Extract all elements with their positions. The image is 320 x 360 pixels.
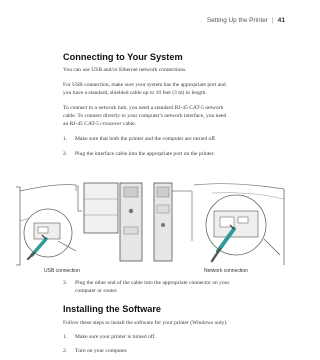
section-heading-connecting: Connecting to Your System xyxy=(63,52,183,62)
running-header-title: Setting Up the Printer xyxy=(206,17,268,24)
usb-connection-illustration xyxy=(16,181,144,267)
section-heading-software: Installing the Software xyxy=(63,304,162,314)
usb-connection-caption: USB connection xyxy=(44,268,80,274)
network-connection-illustration xyxy=(152,181,286,267)
running-header xyxy=(207,17,285,24)
intro-paragraph: You can use USB and/or Ethernet network connections. xyxy=(63,67,187,73)
usb-paragraph-line-2: you have a standard, shielded cable up to 10 feet (3 m) in length. xyxy=(63,90,207,96)
crossover-emphasis: crossover xyxy=(100,121,122,127)
network-paragraph-line-2: cable. To connect directly to your computer's network interface, you need xyxy=(63,113,227,119)
network-paragraph-line-1: To connect to a network hub, you need a standard RJ-45 CAT-5 network xyxy=(63,105,224,111)
network-connection-caption: Network connection xyxy=(204,268,248,274)
software-intro-paragraph: Follow these steps to install the software for your printer (Windows only). xyxy=(63,320,228,326)
usb-paragraph-line-1: For USB connection, make sure your system has the appropriate port and xyxy=(63,82,226,88)
running-header-separator: | xyxy=(271,17,274,24)
page-number: 41 xyxy=(277,17,285,24)
network-paragraph-line-3: an RJ-45 CAT-5 crossover cable. xyxy=(63,121,137,127)
